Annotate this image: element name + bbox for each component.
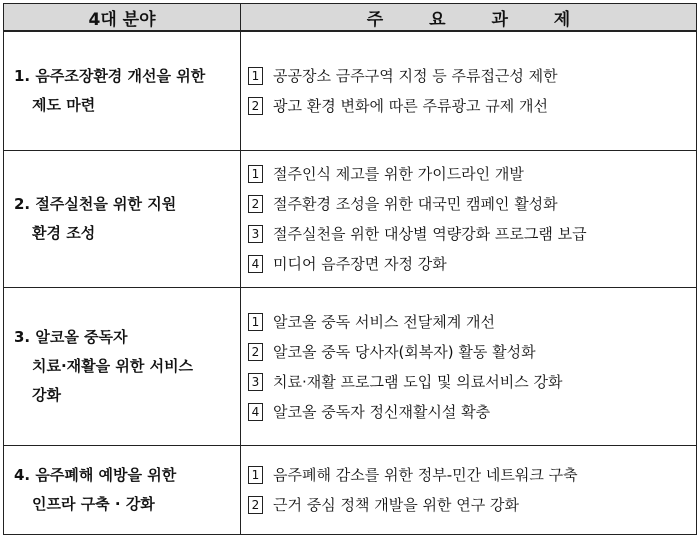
tasks-cell	[241, 151, 697, 288]
task-number: 2	[248, 97, 263, 115]
task-text: 광고 환경 변화에 따른 주류광고 규제 개선	[273, 97, 548, 115]
task-number: 2	[248, 195, 263, 213]
task-item	[248, 249, 690, 279]
area-cell	[4, 151, 241, 288]
task-text: 치료·재활 프로그램 도입 및 의료서비스 강화	[273, 372, 563, 391]
policy-table	[3, 3, 697, 535]
task-number: 1	[248, 313, 263, 331]
task-text: 음주폐해 감소를 위한 정부-민간 네트워크 구축	[273, 466, 578, 484]
table-row	[4, 446, 697, 535]
task-text: 절주실천을 위한 대상별 역량강화 프로그램 보급	[273, 225, 587, 243]
task-item	[248, 460, 690, 490]
table-row	[4, 31, 697, 151]
area-cell	[4, 288, 241, 446]
task-number: 1	[248, 165, 263, 183]
area-cell	[4, 31, 241, 151]
task-text: 공공장소 금주구역 지정 등 주류접근성 제한	[273, 67, 558, 85]
task-item	[248, 219, 690, 249]
task-text: 미디어 음주장면 자정 강화	[273, 255, 447, 273]
task-number: 4	[248, 403, 263, 421]
policy-table-container	[3, 3, 697, 528]
tasks-column-header: 주 요 과 제	[241, 4, 697, 32]
task-text: 절주인식 제고를 위한 가이드라인 개발	[273, 165, 524, 183]
header-row	[4, 4, 697, 32]
task-text: 알코올 중독자 정신재활시설 확충	[273, 402, 491, 421]
task-text: 알코올 중독 서비스 전달체계 개선	[273, 312, 495, 331]
task-item	[248, 189, 690, 219]
task-item	[248, 337, 690, 367]
tasks-cell	[241, 446, 697, 535]
task-item	[248, 61, 690, 91]
task-text: 알코올 중독 당사자(회복자) 활동 활성화	[273, 342, 536, 361]
task-number: 3	[248, 225, 263, 243]
task-number: 4	[248, 255, 263, 273]
table-row	[4, 288, 697, 446]
task-number: 1	[248, 67, 263, 85]
area-title: 4. 음주폐해 예방을 위한	[14, 466, 177, 484]
task-item	[248, 367, 690, 397]
task-item	[248, 307, 690, 337]
task-number: 1	[248, 466, 263, 484]
task-text: 근거 중심 정책 개발을 위한 연구 강화	[273, 496, 519, 514]
area-title: 인프라 구축 · 강화	[32, 495, 155, 513]
area-title: 2. 절주실천을 위한 지원	[14, 195, 177, 213]
area-title: 3. 알코올 중독자	[14, 328, 128, 346]
area-column-header: 4대 분야	[4, 4, 241, 32]
task-item	[248, 397, 690, 427]
task-number: 3	[248, 373, 263, 391]
area-title: 제도 마련	[32, 96, 96, 114]
tasks-cell	[241, 31, 697, 151]
area-title: 1. 음주조장환경 개선을 위한	[14, 67, 206, 85]
task-item	[248, 91, 690, 121]
task-item	[248, 159, 690, 189]
task-number: 2	[248, 496, 263, 514]
tasks-cell	[241, 288, 697, 446]
area-cell	[4, 446, 241, 535]
area-title: 강화	[32, 386, 61, 404]
task-item	[248, 490, 690, 520]
area-title: 환경 조성	[32, 224, 96, 242]
table-row	[4, 151, 697, 288]
task-number: 2	[248, 343, 263, 361]
area-title: 치료·재활을 위한 서비스	[32, 357, 194, 375]
task-text: 절주환경 조성을 위한 대국민 캠페인 활성화	[273, 195, 558, 213]
